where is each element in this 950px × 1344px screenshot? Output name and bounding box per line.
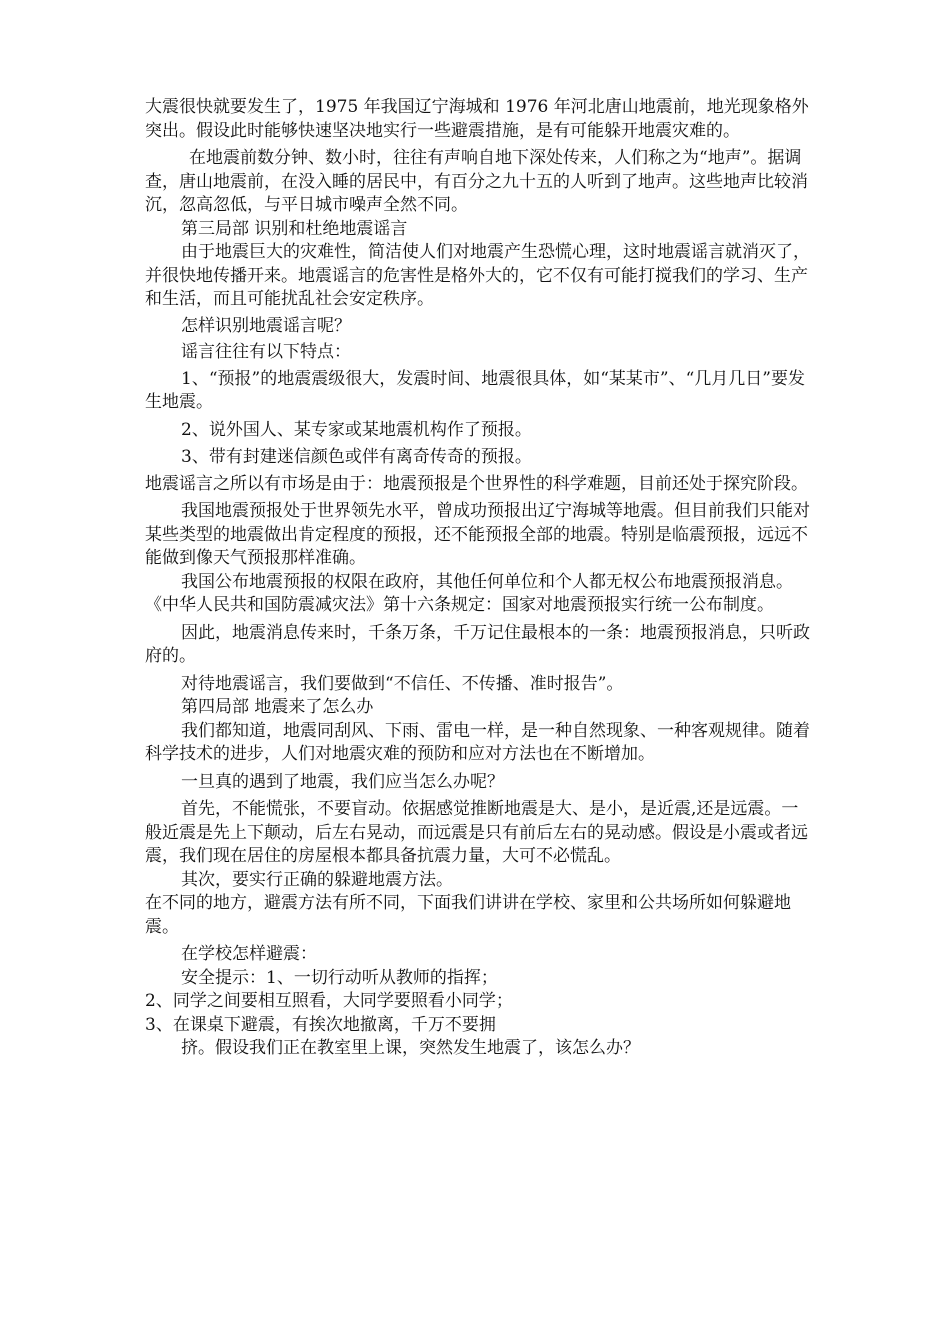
paragraph: 挤。假设我们正在教室里上课，突然发生地震了，该怎么办？ bbox=[181, 1038, 640, 1058]
list-item: 1、“预报”的地震震级很大，发震时间、地震很具体，如“某某市”、“几月几日”要发生地震。 bbox=[145, 368, 805, 412]
section-heading: 第四局部 地震来了怎么办 bbox=[181, 697, 374, 717]
paragraph: 其次，要实行正确的躲避地震方法。 bbox=[181, 869, 453, 890]
safety-tip: 安全提示：1、一切行动听从教师的指挥； bbox=[181, 967, 498, 988]
list-item: 3、带有封建迷信颜色或伴有离奇传奇的预报。 bbox=[181, 447, 532, 467]
paragraph: 在学校怎样避震： bbox=[181, 944, 317, 964]
paragraph: 一旦真的遇到了地震，我们应当怎么办呢？ bbox=[181, 771, 504, 792]
safety-tip: 2、同学之间要相互照看，大同学要照看小同学； bbox=[145, 991, 513, 1011]
paragraph: 怎样识别地震谣言呢？ bbox=[181, 315, 351, 336]
paragraph: 地震谣言之所以有市场是由于：地震预报是个世界性的科学难题，目前还处于探究阶段。 bbox=[145, 473, 808, 494]
paragraph: 首先，不能慌张，不要盲动。依据感觉推断地震是大、是小，是近震,还是远震。一般近震是先上下颠动，后左右晃动，而远震是只有前后左右的晃动感。假设是小震或者远震，我们现在居住的房屋根本都具备抗震力量，大可不必慌乱。 bbox=[145, 799, 808, 866]
paragraph: 对待地震谣言，我们要做到“不信任、不传播、准时报告”。 bbox=[181, 673, 624, 694]
paragraph: 因此，地震消息传来时，千条万条，千万记住最根本的一条：地震预报消息，只听政府的。 bbox=[145, 622, 810, 666]
paragraph: 在地震前数分钟、数小时，往往有声响自地下深处传来，人们称之为“地声”。据调查，唐山地震前，在没入睡的居民中，有百分之九十五的人听到了地声。这些地声比较消沉，忽高忽低，与平日城市噪声全然不同。 bbox=[145, 148, 808, 215]
paragraph: 我国公布地震预报的权限在政府，其他任何单位和个人都无权公布地震预报消息。《中华人民共和国防震减灾法》第十六条规定：国家对地震预报实行统一公布制度。 bbox=[145, 571, 793, 615]
document-body bbox=[145, 96, 813, 1061]
paragraph: 谣言往往有以下特点： bbox=[181, 342, 351, 362]
safety-tip: 3、在课桌下避震，有挨次地撤离，千万不要拥 bbox=[145, 1014, 496, 1035]
paragraph: 由于地震巨大的灾难性，简洁使人们对地震产生恐慌心理，这时地震谣言就消灭了，并很快地传播开来。地震谣言的危害性是格外大的，它不仅有可能打搅我们的学习、生产和生活，而且可能扰乱社会安定秩序。 bbox=[145, 242, 810, 309]
paragraph: 我们都知道，地震同刮风、下雨、雷电一样，是一种自然现象、一种客观规律。随着科学技术的进步，人们对地震灾难的预防和应对方法也在不断增加。 bbox=[145, 720, 810, 764]
section-heading: 第三局部 识别和杜绝地震谣言 bbox=[181, 218, 408, 239]
paragraph: 大震很快就要发生了，1975 年我国辽宁海城和 1976 年河北唐山地震前，地光现象格外突出。假设此时能够快速坚决地实行一些避震措施，是有可能躲开地震灾难的。 bbox=[145, 97, 809, 141]
paragraph: 在不同的地方，避震方法有所不同，下面我们讲讲在学校、家里和公共场所如何躲避地震。 bbox=[145, 893, 791, 937]
list-item: 2、说外国人、某专家或某地震机构作了预报。 bbox=[181, 419, 532, 440]
paragraph: 我国地震预报处于世界领先水平，曾成功预报出辽宁海城等地震。但目前我们只能对某些类型的地震做出肯定程度的预报，还不能预报全部的地震。特别是临震预报，远远不能做到像天气预报那样准确。 bbox=[145, 501, 810, 568]
